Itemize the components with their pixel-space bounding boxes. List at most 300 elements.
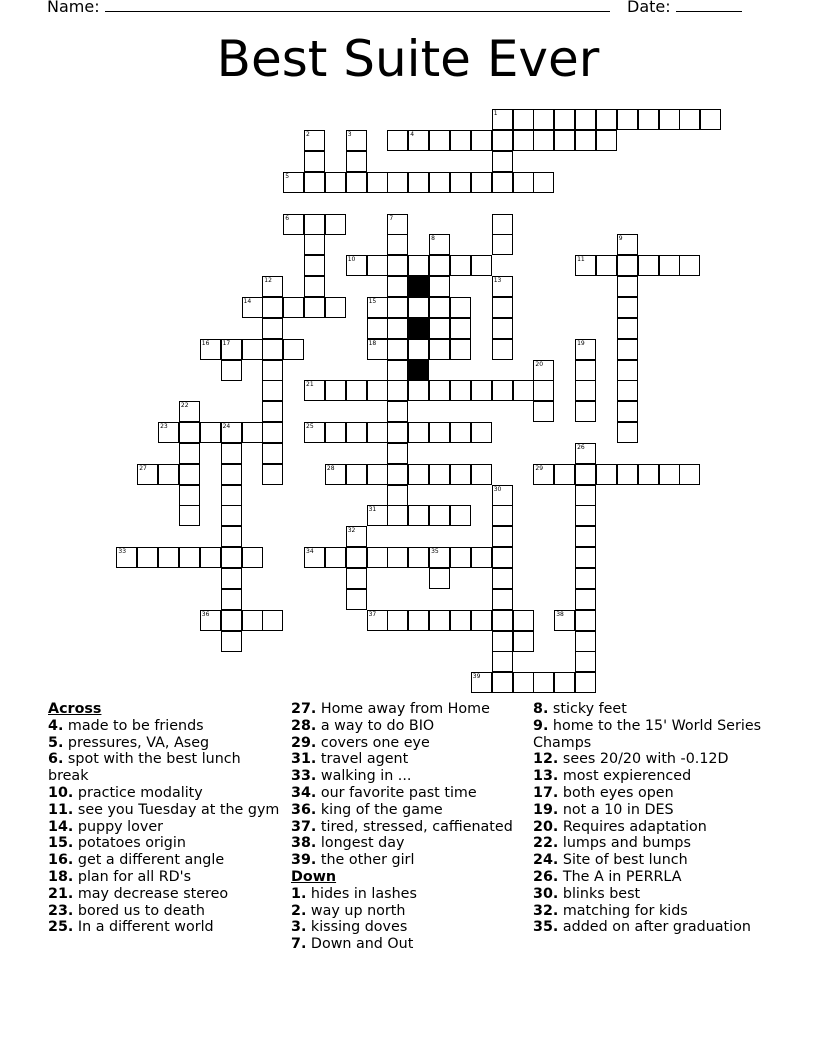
grid-cell[interactable]: [471, 547, 492, 568]
grid-cell[interactable]: [492, 234, 513, 255]
clue-text: a way to do BIO: [316, 717, 435, 734]
grid-cell[interactable]: [575, 360, 596, 381]
grid-cell[interactable]: [158, 422, 179, 443]
grid-cell[interactable]: [242, 339, 263, 360]
grid-cell[interactable]: [533, 380, 554, 401]
grid-cell[interactable]: [200, 422, 221, 443]
grid-cell[interactable]: [221, 526, 242, 547]
clue-number-label: 37.: [291, 818, 317, 835]
grid-cell[interactable]: [513, 109, 534, 130]
grid-cell[interactable]: [367, 380, 388, 401]
grid-cell[interactable]: [533, 401, 554, 422]
grid-cell[interactable]: [408, 380, 429, 401]
grid-cell[interactable]: [346, 151, 367, 172]
clue-number: 15: [368, 297, 377, 305]
clue-item: [291, 936, 526, 953]
clue-number: 35: [431, 548, 439, 556]
grid-cell[interactable]: [429, 255, 450, 276]
clue-number: 8: [431, 235, 435, 243]
grid-cell[interactable]: [575, 443, 596, 464]
grid-cell[interactable]: [408, 339, 429, 360]
grid-cell[interactable]: [387, 610, 408, 631]
grid-cell[interactable]: [429, 547, 450, 568]
clue-item: [291, 718, 526, 735]
grid-cell[interactable]: [617, 297, 638, 318]
grid-cell[interactable]: [387, 443, 408, 464]
grid-cell[interactable]: [492, 339, 513, 360]
clue-number: 29: [535, 464, 544, 472]
grid-cell[interactable]: [679, 464, 700, 485]
grid-cell[interactable]: [450, 255, 471, 276]
grid-cell[interactable]: [471, 380, 492, 401]
grid-cell[interactable]: [179, 443, 200, 464]
clue-item: [291, 903, 526, 920]
clue-item: [291, 886, 526, 903]
grid-cell[interactable]: [346, 547, 367, 568]
grid-cell[interactable]: [450, 422, 471, 443]
grid-cell[interactable]: [387, 276, 408, 297]
grid-cell[interactable]: [283, 214, 304, 235]
grid-cell[interactable]: [408, 610, 429, 631]
grid-cell[interactable]: [429, 422, 450, 443]
grid-cell[interactable]: [450, 297, 471, 318]
grid-cell[interactable]: [387, 130, 408, 151]
grid-cell[interactable]: [200, 339, 221, 360]
grid-cell[interactable]: [262, 380, 283, 401]
grid-cell[interactable]: [346, 380, 367, 401]
clue-text: matching for kids: [558, 902, 688, 919]
grid-cell[interactable]: [513, 130, 534, 151]
clue-number-label: 1.: [291, 885, 307, 902]
grid-cell[interactable]: [554, 672, 575, 693]
grid-cell[interactable]: [617, 360, 638, 381]
grid-cell[interactable]: [387, 234, 408, 255]
grid-cell[interactable]: [408, 422, 429, 443]
grid-cell[interactable]: [283, 297, 304, 318]
grid-cell[interactable]: [346, 130, 367, 151]
grid-cell[interactable]: [575, 526, 596, 547]
grid-cell[interactable]: [533, 109, 554, 130]
grid-cell[interactable]: [429, 568, 450, 589]
grid-cell[interactable]: [638, 464, 659, 485]
grid-cell[interactable]: [575, 505, 596, 526]
grid-cell[interactable]: [429, 297, 450, 318]
grid-cell[interactable]: [450, 380, 471, 401]
grid-cell[interactable]: [575, 547, 596, 568]
grid-cell[interactable]: [533, 360, 554, 381]
grid-cell[interactable]: [492, 651, 513, 672]
grid-cell[interactable]: [346, 422, 367, 443]
clue-text: the other girl: [316, 852, 415, 869]
grid-cell[interactable]: [659, 464, 680, 485]
grid-cell[interactable]: [367, 255, 388, 276]
grid-cell[interactable]: [367, 318, 388, 339]
grid-cell[interactable]: [575, 651, 596, 672]
grid-cell[interactable]: [450, 172, 471, 193]
clue-item: [533, 768, 768, 785]
grid-cell[interactable]: [137, 547, 158, 568]
grid-cell[interactable]: [346, 255, 367, 276]
grid-cell[interactable]: [158, 464, 179, 485]
grid-cell[interactable]: [617, 464, 638, 485]
clue-number-label: 25.: [48, 919, 74, 936]
clue-number-label: 26.: [533, 868, 559, 885]
grid-cell[interactable]: [387, 214, 408, 235]
grid-cell[interactable]: [617, 234, 638, 255]
grid-cell[interactable]: [408, 547, 429, 568]
grid-black-cell: [408, 360, 429, 381]
down-clue-list-continued: [533, 701, 768, 936]
clue-text: way up north: [306, 902, 406, 919]
grid-cell[interactable]: [346, 526, 367, 547]
grid-cell[interactable]: [617, 422, 638, 443]
grid-cell[interactable]: [346, 464, 367, 485]
grid-cell[interactable]: [513, 610, 534, 631]
grid-cell[interactable]: [492, 172, 513, 193]
grid-cell[interactable]: [221, 505, 242, 526]
grid-cell[interactable]: [221, 360, 242, 381]
grid-cell[interactable]: [221, 631, 242, 652]
grid-cell[interactable]: [492, 485, 513, 506]
grid-cell[interactable]: [471, 464, 492, 485]
grid-cell[interactable]: [387, 422, 408, 443]
grid-cell[interactable]: [367, 610, 388, 631]
grid-cell[interactable]: [700, 109, 721, 130]
grid-cell[interactable]: [325, 547, 346, 568]
clue-item: [533, 919, 768, 936]
grid-cell[interactable]: [262, 276, 283, 297]
grid-cell[interactable]: [575, 568, 596, 589]
grid-cell[interactable]: [242, 422, 263, 443]
grid-cell[interactable]: [617, 255, 638, 276]
grid-cell[interactable]: [367, 172, 388, 193]
clue-item: [48, 735, 283, 752]
grid-cell[interactable]: [450, 130, 471, 151]
grid-cell[interactable]: [617, 318, 638, 339]
clue-item: [291, 768, 526, 785]
grid-cell[interactable]: [492, 568, 513, 589]
clue-number-label: 20.: [533, 818, 559, 835]
grid-cell[interactable]: [492, 130, 513, 151]
grid-cell[interactable]: [575, 672, 596, 693]
grid-cell[interactable]: [596, 255, 617, 276]
grid-cell[interactable]: [429, 380, 450, 401]
clue-text: not a 10 in DES: [558, 801, 674, 818]
grid-cell[interactable]: [450, 464, 471, 485]
grid-cell[interactable]: [513, 631, 534, 652]
grid-cell[interactable]: [221, 443, 242, 464]
grid-cell[interactable]: [575, 485, 596, 506]
grid-cell[interactable]: [429, 610, 450, 631]
grid-cell[interactable]: [408, 130, 429, 151]
grid-cell[interactable]: [408, 172, 429, 193]
grid-cell[interactable]: [492, 380, 513, 401]
clue-text: tired, stressed, caffienated: [316, 818, 513, 835]
grid-cell[interactable]: [179, 464, 200, 485]
grid-cell[interactable]: [221, 568, 242, 589]
grid-cell[interactable]: [387, 505, 408, 526]
down-clue-list: [291, 886, 526, 953]
clue-item: [533, 802, 768, 819]
grid-cell[interactable]: [617, 109, 638, 130]
grid-cell[interactable]: [262, 422, 283, 443]
grid-cell[interactable]: [429, 464, 450, 485]
grid-cell[interactable]: [367, 464, 388, 485]
grid-cell[interactable]: [325, 172, 346, 193]
clue-number-label: 35.: [533, 919, 559, 936]
grid-cell[interactable]: [575, 255, 596, 276]
clue-text: see you Tuesday at the gym: [73, 801, 280, 818]
grid-cell[interactable]: [471, 255, 492, 276]
grid-cell[interactable]: [617, 380, 638, 401]
grid-cell[interactable]: [346, 172, 367, 193]
clue-item: [291, 852, 526, 869]
clue-number-label: 19.: [533, 801, 559, 818]
grid-cell[interactable]: [116, 547, 137, 568]
grid-cell[interactable]: [659, 255, 680, 276]
grid-cell[interactable]: [387, 380, 408, 401]
grid-cell[interactable]: [387, 360, 408, 381]
grid-cell[interactable]: [179, 505, 200, 526]
grid-cell[interactable]: [221, 485, 242, 506]
grid-cell[interactable]: [304, 151, 325, 172]
clue-item: [533, 886, 768, 903]
grid-cell[interactable]: [659, 109, 680, 130]
grid-cell[interactable]: [179, 401, 200, 422]
grid-cell[interactable]: [533, 130, 554, 151]
grid-cell[interactable]: [575, 130, 596, 151]
clue-number: 34: [306, 548, 314, 556]
clue-text: spot with the best lunch break: [48, 751, 241, 785]
grid-cell[interactable]: [367, 297, 388, 318]
grid-cell[interactable]: [408, 255, 429, 276]
grid-cell[interactable]: [492, 109, 513, 130]
grid-cell[interactable]: [471, 672, 492, 693]
grid-cell[interactable]: [304, 130, 325, 151]
grid-cell[interactable]: [304, 255, 325, 276]
clue-number-label: 34.: [291, 784, 317, 801]
grid-cell[interactable]: [262, 443, 283, 464]
grid-cell[interactable]: [575, 589, 596, 610]
grid-cell[interactable]: [492, 589, 513, 610]
grid-cell[interactable]: [387, 255, 408, 276]
clue-number: 12: [264, 277, 272, 285]
grid-cell[interactable]: [679, 109, 700, 130]
grid-cell[interactable]: [554, 464, 575, 485]
clue-number-label: 31.: [291, 751, 317, 768]
clue-number-label: 29.: [291, 734, 317, 751]
grid-cell[interactable]: [492, 526, 513, 547]
grid-cell[interactable]: [575, 464, 596, 485]
grid-cell[interactable]: [450, 339, 471, 360]
across-clue-list-continued: [291, 701, 526, 869]
grid-cell[interactable]: [387, 464, 408, 485]
grid-cell[interactable]: [617, 276, 638, 297]
clue-text: most expierenced: [558, 768, 692, 785]
grid-cell[interactable]: [429, 172, 450, 193]
grid-cell[interactable]: [367, 339, 388, 360]
grid-cell[interactable]: [596, 464, 617, 485]
grid-cell[interactable]: [533, 464, 554, 485]
grid-cell[interactable]: [283, 172, 304, 193]
grid-cell[interactable]: [492, 276, 513, 297]
grid-cell[interactable]: [387, 318, 408, 339]
grid-cell[interactable]: [325, 214, 346, 235]
grid-cell[interactable]: [408, 464, 429, 485]
grid-cell[interactable]: [304, 297, 325, 318]
grid-cell[interactable]: [221, 547, 242, 568]
grid-cell[interactable]: [450, 610, 471, 631]
grid-cell[interactable]: [221, 422, 242, 443]
grid-cell[interactable]: [408, 297, 429, 318]
grid-cell[interactable]: [325, 464, 346, 485]
grid-cell[interactable]: [554, 130, 575, 151]
grid-cell[interactable]: [137, 464, 158, 485]
grid-cell[interactable]: [429, 505, 450, 526]
clue-number-label: 39.: [291, 852, 317, 869]
grid-cell[interactable]: [387, 401, 408, 422]
grid-cell[interactable]: [575, 631, 596, 652]
grid-cell[interactable]: [200, 547, 221, 568]
grid-cell[interactable]: [262, 610, 283, 631]
grid-cell[interactable]: [304, 172, 325, 193]
grid-cell[interactable]: [596, 130, 617, 151]
clue-number: 4: [410, 131, 415, 139]
grid-cell[interactable]: [492, 505, 513, 526]
grid-cell[interactable]: [450, 505, 471, 526]
grid-cell[interactable]: [179, 422, 200, 443]
grid-cell[interactable]: [492, 318, 513, 339]
grid-cell[interactable]: [554, 109, 575, 130]
grid-cell[interactable]: [325, 422, 346, 443]
grid-cell[interactable]: [450, 318, 471, 339]
grid-cell[interactable]: [158, 547, 179, 568]
grid-cell[interactable]: [513, 380, 534, 401]
grid-cell[interactable]: [325, 297, 346, 318]
grid-cell[interactable]: [471, 610, 492, 631]
grid-cell[interactable]: [596, 109, 617, 130]
grid-cell[interactable]: [367, 422, 388, 443]
clue-number-label: 17.: [533, 784, 559, 801]
grid-cell[interactable]: [679, 255, 700, 276]
grid-cell[interactable]: [387, 547, 408, 568]
grid-cell[interactable]: [533, 672, 554, 693]
grid-cell[interactable]: [262, 318, 283, 339]
grid-cell[interactable]: [283, 339, 304, 360]
grid-cell[interactable]: [242, 297, 263, 318]
grid-cell[interactable]: [554, 610, 575, 631]
clue-text: covers one eye: [316, 734, 430, 751]
grid-cell[interactable]: [575, 380, 596, 401]
grid-cell[interactable]: [221, 589, 242, 610]
grid-cell[interactable]: [617, 401, 638, 422]
grid-cell[interactable]: [492, 297, 513, 318]
grid-cell[interactable]: [304, 380, 325, 401]
clue-number-label: 4.: [48, 717, 64, 734]
grid-cell[interactable]: [179, 485, 200, 506]
grid-cell[interactable]: [262, 339, 283, 360]
grid-cell[interactable]: [450, 547, 471, 568]
clue-number: 39: [472, 673, 481, 681]
clue-number-label: 10.: [48, 784, 74, 801]
grid-cell[interactable]: [387, 172, 408, 193]
grid-cell[interactable]: [262, 464, 283, 485]
grid-cell[interactable]: [471, 172, 492, 193]
grid-cell[interactable]: [429, 339, 450, 360]
grid-cell[interactable]: [575, 109, 596, 130]
grid-cell[interactable]: [513, 672, 534, 693]
grid-cell[interactable]: [242, 547, 263, 568]
grid-cell[interactable]: [492, 547, 513, 568]
grid-cell[interactable]: [304, 214, 325, 235]
grid-cell[interactable]: [513, 172, 534, 193]
grid-cell[interactable]: [346, 568, 367, 589]
grid-cell[interactable]: [492, 151, 513, 172]
clue-text: travel agent: [316, 751, 409, 768]
grid-cell[interactable]: [346, 589, 367, 610]
grid-cell[interactable]: [429, 130, 450, 151]
grid-black-cell: [408, 276, 429, 297]
clue-item: [291, 735, 526, 752]
grid-cell[interactable]: [638, 109, 659, 130]
grid-cell[interactable]: [262, 401, 283, 422]
grid-cell[interactable]: [429, 234, 450, 255]
grid-cell[interactable]: [367, 505, 388, 526]
grid-cell[interactable]: [242, 610, 263, 631]
grid-cell[interactable]: [492, 610, 513, 631]
grid-cell[interactable]: [387, 485, 408, 506]
clue-number: 6: [285, 214, 290, 222]
grid-cell[interactable]: [575, 339, 596, 360]
clue-item: [533, 701, 768, 718]
grid-cell[interactable]: [617, 339, 638, 360]
grid-cell[interactable]: [304, 276, 325, 297]
grid-cell[interactable]: [221, 464, 242, 485]
grid-cell[interactable]: [367, 547, 388, 568]
grid-cell[interactable]: [262, 297, 283, 318]
grid-cell[interactable]: [221, 339, 242, 360]
grid-cell[interactable]: [471, 422, 492, 443]
grid-cell[interactable]: [575, 401, 596, 422]
clue-number: 36: [201, 610, 210, 618]
grid-cell[interactable]: [262, 360, 283, 381]
grid-cell[interactable]: [200, 610, 221, 631]
grid-cell[interactable]: [429, 318, 450, 339]
grid-cell[interactable]: [471, 130, 492, 151]
clue-number-label: 32.: [533, 902, 559, 919]
clue-text: hides in lashes: [306, 885, 417, 902]
grid-cell[interactable]: [325, 380, 346, 401]
clue-number-label: 9.: [533, 717, 549, 734]
grid-cell[interactable]: [575, 610, 596, 631]
grid-cell[interactable]: [304, 234, 325, 255]
grid-cell[interactable]: [492, 672, 513, 693]
grid-cell[interactable]: [429, 276, 450, 297]
grid-cell[interactable]: [408, 505, 429, 526]
grid-cell[interactable]: [492, 214, 513, 235]
clue-text: lumps and bumps: [558, 835, 691, 852]
grid-cell[interactable]: [304, 422, 325, 443]
grid-cell[interactable]: [533, 172, 554, 193]
grid-cell[interactable]: [221, 610, 242, 631]
grid-cell[interactable]: [387, 339, 408, 360]
grid-cell[interactable]: [387, 297, 408, 318]
clue-number-label: 36.: [291, 801, 317, 818]
grid-cell[interactable]: [492, 631, 513, 652]
grid-cell[interactable]: [179, 547, 200, 568]
grid-cell[interactable]: [638, 255, 659, 276]
grid-cell[interactable]: [304, 547, 325, 568]
